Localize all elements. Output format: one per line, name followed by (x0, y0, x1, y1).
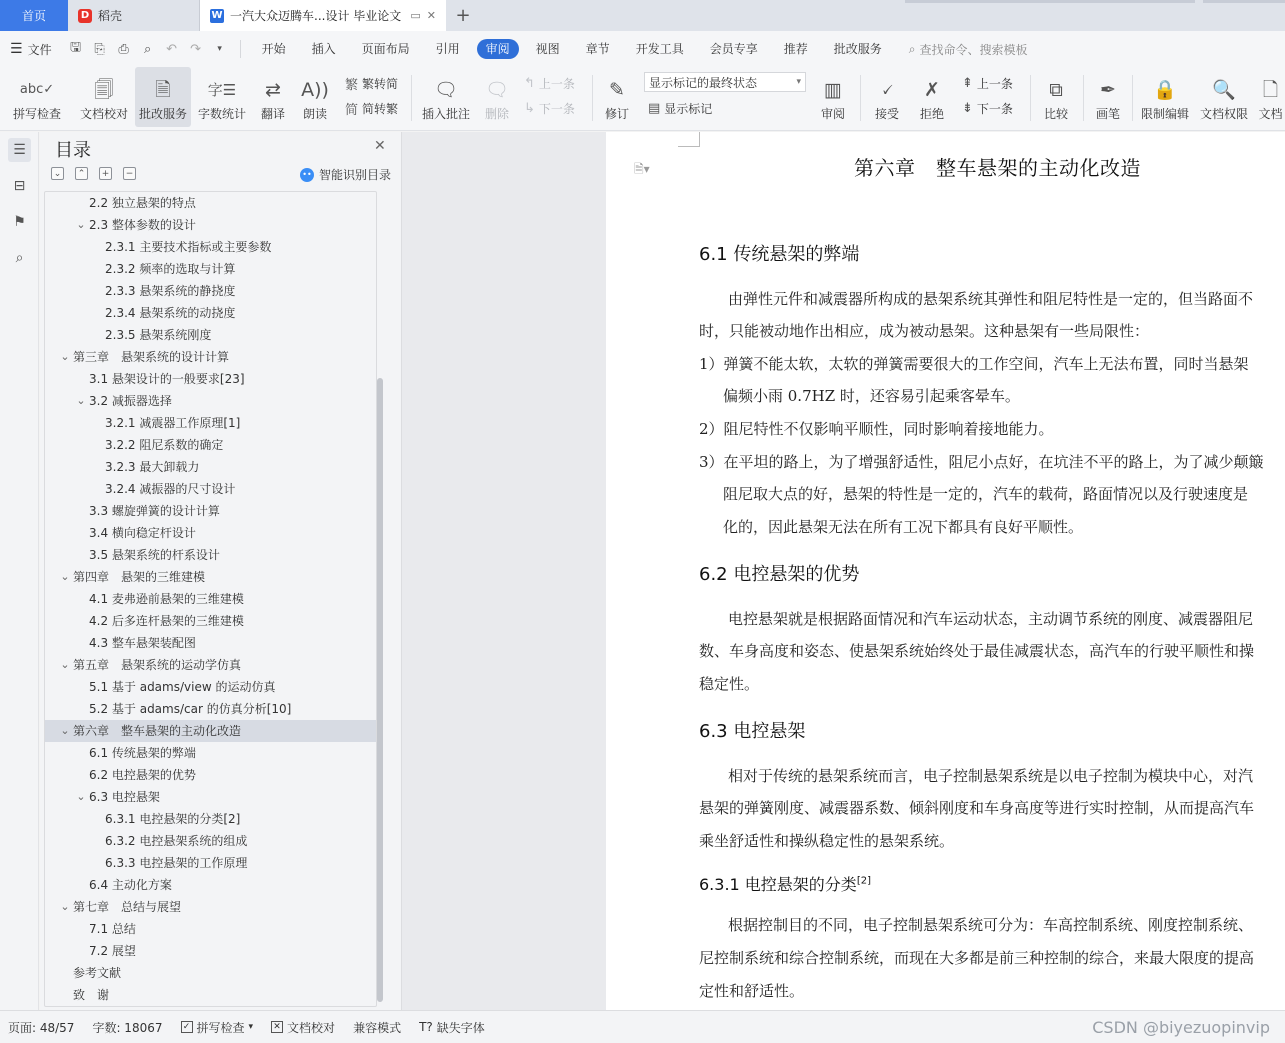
toc-item[interactable] (45, 258, 376, 280)
accept-label: 接受 (874, 107, 899, 121)
toc-item-label: 3.2.2 阻尼系数的确定 (105, 438, 224, 452)
word-count-label: 字数统计 (197, 107, 246, 121)
pen-icon: ✒ (1100, 79, 1116, 101)
undo-icon[interactable]: ↶ (166, 41, 178, 57)
doc-more-label: 文档 (1258, 107, 1283, 121)
compat-mode-status[interactable]: 兼容模式 (353, 1020, 402, 1035)
smart-toc-button[interactable] (300, 166, 391, 183)
toc-item-label: 4.3 整车悬架装配图 (89, 636, 196, 650)
insert-comment-icon: 🗨 (433, 79, 459, 101)
file-menu-label: 文件 (27, 42, 52, 57)
paragraph-options-icon[interactable]: 🗎▾ (634, 162, 650, 176)
toc-item[interactable] (45, 984, 376, 1006)
toc-item-label: 6.1 传统悬架的弊端 (89, 746, 196, 760)
word-count-icon: 字☰ (207, 81, 237, 99)
toc-item[interactable] (45, 896, 376, 918)
track-changes-icon: ✎ (609, 79, 625, 101)
toc-item-label: 7.1 总结 (89, 922, 136, 936)
command-search[interactable] (909, 41, 1028, 58)
next-change-label: 下一条 (976, 101, 1013, 116)
next-comment-icon: ↳ (524, 100, 535, 116)
body-line: 电控悬架就是根据路面情况和汽车运动状态，主动调节系统的刚度、减震器阻尼 (728, 610, 1254, 628)
menu-member[interactable]: 会员专享 (709, 42, 758, 56)
chapter-heading: 第六章 整车悬架的主动化改造 (854, 156, 1141, 180)
toc-item[interactable] (45, 654, 376, 676)
simp-to-trad-button[interactable] (345, 98, 398, 118)
toc-item[interactable] (45, 918, 376, 940)
missing-font-label: 缺失字体 (436, 1020, 485, 1035)
lock-doc-icon: 🔒 (1153, 79, 1177, 101)
toc-item-label: 4.2 后多连杆悬架的三维建模 (89, 614, 244, 628)
page-indicator[interactable]: 页面: 48/57 (8, 1020, 75, 1035)
toc-item-label: 6.3 电控悬架 (89, 790, 160, 804)
chevron-down-icon[interactable]: ⌄ (76, 790, 86, 803)
toc-item-label: 第六章 整车悬架的主动化改造 (73, 724, 242, 738)
reject-icon: ✗ (924, 79, 940, 101)
translate-button[interactable] (253, 67, 293, 127)
accept-button[interactable] (867, 67, 907, 127)
menu-bar (0, 31, 1285, 67)
ribbon-separator (860, 75, 861, 121)
translate-label: 翻译 (260, 107, 285, 121)
toc-item[interactable] (45, 830, 376, 852)
accept-icon: 🗸 (880, 79, 894, 101)
menu-recommend[interactable]: 推荐 (783, 42, 808, 56)
bookmark-icon[interactable]: ⚑ (13, 214, 26, 230)
toc-item-label: 4.1 麦弗逊前悬架的三维建模 (89, 592, 244, 606)
chevron-down-icon[interactable]: ⌄ (60, 900, 70, 913)
toc-item[interactable] (45, 610, 376, 632)
doc-proof-label: 文档校对 (79, 107, 128, 121)
toc-item[interactable] (45, 434, 376, 456)
chevron-down-icon[interactable]: ⌄ (76, 218, 86, 231)
toc-item[interactable] (45, 764, 376, 786)
toc-item-label: 6.2 电控悬架的优势 (89, 768, 196, 782)
restrict-edit-label: 限制编辑 (1140, 107, 1189, 121)
doc-permission-button[interactable] (1198, 67, 1250, 127)
missing-font-icon: T? (419, 1020, 433, 1034)
menu-insert[interactable]: 插入 (311, 42, 336, 56)
pen-label: 画笔 (1095, 107, 1120, 121)
file-menu[interactable] (10, 41, 52, 58)
toc-scrollbar[interactable] (377, 378, 383, 1002)
print-preview-icon[interactable]: ⌕ (143, 41, 152, 57)
toc-item[interactable] (45, 742, 376, 764)
review-pane-button[interactable] (813, 67, 853, 127)
toc-title: 目录 (55, 140, 91, 161)
tab-bar (0, 0, 1285, 31)
toc-item-label: 3.2 减振器选择 (89, 394, 172, 408)
toc-item[interactable] (45, 236, 376, 258)
toc-item[interactable] (45, 324, 376, 346)
wps-writer-icon: W (211, 10, 223, 21)
ribbon-separator (1132, 75, 1133, 121)
toc-item-label: 3.2.1 减震器工作原理[1] (105, 416, 241, 430)
toc-item[interactable] (45, 588, 376, 610)
toc-item-label: 3.1 悬架设计的一般要求[23] (89, 372, 245, 386)
doc-permission-label: 文档权限 (1199, 107, 1248, 121)
menu-review[interactable]: 审阅 (477, 39, 519, 59)
docer-logo-icon: D (78, 9, 92, 23)
document-area (407, 132, 1285, 1010)
toc-item-label: 2.3.4 悬架系统的动挠度 (105, 306, 236, 320)
tab-document[interactable] (200, 0, 446, 31)
trad-to-simp-label: 繁转简 (362, 76, 399, 91)
chevron-down-icon[interactable]: ⌄ (76, 394, 86, 407)
tab-document-title: 一汽大众迈腾车...设计 毕业论文 (230, 9, 402, 23)
toc-item-label: 第三章 悬架系统的设计计算 (73, 350, 230, 364)
watermark: CSDN @biyezuopinvip (1092, 1018, 1270, 1037)
plus-icon: + (455, 5, 471, 26)
ribbon-separator (592, 75, 593, 121)
toc-toolbar (51, 167, 136, 180)
doc-proof-status[interactable] (271, 1019, 335, 1036)
prev-change-label: 上一条 (976, 76, 1013, 91)
pen-button[interactable] (1090, 67, 1126, 127)
section-heading-6-2: 6.2 电控悬架的优势 (699, 564, 860, 585)
toc-item-label: 2.2 独立悬架的特点 (89, 196, 196, 210)
tab-home[interactable] (0, 0, 68, 31)
body-line: 稳定性。 (699, 675, 760, 693)
close-icon[interactable]: ✕ (374, 138, 386, 154)
toc-item-label: 第七章 总结与展望 (73, 900, 182, 914)
translate-icon: ⇄ (265, 79, 281, 101)
toc-item[interactable] (45, 500, 376, 522)
margin-mark (699, 132, 700, 147)
chevron-down-icon[interactable]: ⌄ (60, 658, 70, 671)
chapter-panel-icon[interactable]: ⊟ (13, 178, 26, 194)
spellcheck-status[interactable] (181, 1019, 254, 1036)
tab-bar-empty (480, 0, 1285, 31)
toc-item[interactable] (45, 676, 376, 698)
spellcheck-icon: abc✓ (19, 82, 55, 97)
toc-item[interactable] (45, 962, 376, 984)
toc-item-label: 3.2.3 最大卸载力 (105, 460, 200, 474)
chevron-down-icon[interactable]: ⌄ (60, 570, 70, 583)
reject-label: 拒绝 (919, 107, 944, 121)
ribbon-separator (1083, 75, 1084, 121)
missing-font-status[interactable] (419, 1019, 485, 1036)
section-heading-6-3-1-text: 6.3.1 电控悬架的分类 (699, 875, 857, 894)
toc-item-label: 5.1 基于 adams/view 的运动仿真 (89, 680, 276, 694)
toc-item[interactable] (45, 302, 376, 324)
list-item: 2）阻尼特性不仅影响平顺性，同时影响着接地能力。 (699, 420, 1054, 438)
save-icon[interactable]: 🖫 (70, 40, 82, 55)
ribbon-separator (411, 75, 412, 121)
body-line: 阻尼取大点的好，悬架的特性是一定的，汽车的载荷，路面情况以及行驶速度是 (723, 485, 1249, 503)
body-line: 数、车身高度和姿态、使悬架系统始终处于最佳减震状态，高汽车的行驶平顺性和操 (699, 642, 1255, 660)
body-line: 相对于传统的悬架系统而言，电子控制悬架系统是以电子控制为模块中心，对汽 (728, 767, 1254, 785)
menu-section[interactable]: 章节 (585, 42, 610, 56)
chevron-down-icon: ▾ (248, 1022, 254, 1032)
toc-item[interactable] (45, 368, 376, 390)
toc-item-label: 第五章 悬架系统的运动学仿真 (73, 658, 242, 672)
toc-item[interactable] (45, 412, 376, 434)
ribbon-separator (1030, 75, 1031, 121)
toc-item[interactable] (45, 346, 376, 368)
show-markup-button[interactable] (648, 98, 712, 118)
word-count-button[interactable] (195, 67, 249, 127)
trad-to-simp-button[interactable] (345, 73, 398, 93)
tab-docer-label: 稻壳 (98, 9, 123, 23)
body-line: 化的，因此悬架无法在所有工况下都具有良好平顺性。 (723, 518, 1084, 536)
toc-item[interactable] (45, 280, 376, 302)
body-line: 偏频小雨 0.7HZ 时，还容易引起乘客晕车。 (723, 387, 1020, 405)
section-heading-6-3: 6.3 电控悬架 (699, 721, 806, 742)
toc-item[interactable] (45, 874, 376, 896)
body-line: 根据控制目的不同，电子控制悬架系统可分为：车高控制系统、刚度控制系统、 (728, 916, 1254, 934)
toc-item-label: 7.2 展望 (89, 944, 136, 958)
toc-item[interactable] (45, 852, 376, 874)
prev-change-button[interactable] (962, 73, 1013, 93)
body-line: 由弹性元件和减震器所构成的悬架系统其弹性和阻尼特性是一定的，但当路面不 (728, 290, 1254, 308)
toc-item-label: 2.3.3 悬架系统的静挠度 (105, 284, 236, 298)
print-icon[interactable]: ⎙ (118, 41, 129, 57)
hamburger-icon: ☰ (10, 41, 23, 57)
doc-proof-status-label: 文档校对 (287, 1020, 336, 1035)
toc-item[interactable] (45, 390, 376, 412)
toc-item-label: 致 谢 (73, 988, 110, 1002)
compare-button[interactable] (1036, 67, 1076, 127)
checkbox-icon: ✓ (181, 1021, 193, 1033)
track-changes-label: 修订 (604, 107, 629, 121)
toc-item[interactable] (45, 522, 376, 544)
delete-comment-button[interactable] (477, 67, 517, 127)
toc-item-label: 6.3.3 电控悬架的工作原理 (105, 856, 248, 870)
section-heading-6-1: 6.1 传统悬架的弊端 (699, 244, 860, 265)
compare-label: 比较 (1043, 107, 1068, 121)
read-aloud-button[interactable] (296, 67, 334, 127)
delete-comment-label: 删除 (484, 107, 509, 121)
toc-item-label: 2.3 整体参数的设计 (89, 218, 196, 232)
toc-item-label: 6.4 主动化方案 (89, 878, 172, 892)
menu-references[interactable]: 引用 (435, 42, 460, 56)
proof-icon: ✕ (271, 1021, 283, 1033)
reject-button[interactable] (912, 67, 952, 127)
toc-item-label: 2.3.5 悬架系统刚度 (105, 328, 212, 342)
menu-correction[interactable]: 批改服务 (833, 42, 882, 56)
collapse-all-icon[interactable]: ⌃ (75, 167, 88, 180)
toc-item-label: 3.2.4 减振器的尺寸设计 (105, 482, 236, 496)
toc-pane (40, 132, 401, 1010)
doc-proof-icon: 🗐 (94, 79, 114, 101)
trad-to-simp-icon: 繁 (345, 77, 359, 93)
toc-item[interactable] (45, 808, 376, 830)
simp-to-trad-icon: 简 (345, 102, 359, 118)
tab-home-label: 首页 (21, 9, 46, 23)
next-change-icon: ⇟ (962, 100, 973, 116)
command-search-placeholder: 查找命令、搜索模板 (919, 42, 1028, 57)
delete-comment-icon: 🗨 (484, 79, 510, 101)
prev-comment-button[interactable] (524, 73, 575, 93)
window-edge-strip-2 (1203, 0, 1285, 3)
doc-permission-icon: 🔍 (1212, 79, 1236, 101)
toc-item[interactable] (45, 632, 376, 654)
display-state-select[interactable] (644, 72, 806, 92)
list-item: 1）弹簧不能太软，太软的弹簧需要很大的工作空间，汽车上无法布置，同时当悬架 (699, 355, 1249, 373)
remove-heading-icon[interactable]: − (123, 167, 136, 180)
next-comment-button[interactable] (524, 98, 575, 118)
prev-comment-label: 上一条 (538, 76, 575, 91)
document-page[interactable] (606, 132, 1285, 1010)
smart-toc-icon: •• (300, 168, 314, 182)
toc-list (44, 191, 377, 1007)
margin-mark (678, 146, 700, 147)
word-count-indicator[interactable]: 字数: 18067 (92, 1020, 163, 1035)
review-ribbon (0, 67, 1285, 131)
window-edge-strip (905, 0, 1195, 3)
doc-more-icon: 🗋 (1262, 79, 1279, 101)
prev-comment-icon: ↰ (524, 75, 535, 91)
screen-icon[interactable]: ▭ (410, 9, 421, 22)
menu-view[interactable]: 视图 (535, 42, 560, 56)
toc-panel-icon[interactable]: ☰ (8, 138, 31, 162)
spellcheck-label: 拼写检查 (12, 107, 61, 121)
next-comment-label: 下一条 (538, 101, 575, 116)
body-line: 悬架的弹簧刚度、减震器系数、倾斜刚度和车身高度等进行实时控制，从而提高汽车 (699, 799, 1255, 817)
next-change-button[interactable] (962, 98, 1013, 118)
export-pdf-icon[interactable]: ⎘ (94, 41, 105, 57)
spellcheck-button[interactable] (6, 67, 68, 127)
search-icon: ⌕ (908, 41, 916, 56)
toc-item[interactable] (45, 720, 376, 742)
show-markup-label: 显示标记 (664, 101, 713, 116)
review-pane-icon: ▥ (824, 79, 842, 101)
status-bar (0, 1010, 1285, 1043)
toc-item[interactable] (45, 940, 376, 962)
track-changes-button[interactable] (597, 67, 637, 127)
doc-proof-button[interactable] (76, 67, 132, 127)
quick-access-dropdown-icon[interactable]: ▾ (217, 44, 222, 54)
toc-item-label: 3.5 悬架系统的杆系设计 (89, 548, 220, 562)
toc-item-label: 6.3.2 电控悬架系统的组成 (105, 834, 248, 848)
search-icon[interactable]: ⌕ (15, 250, 24, 266)
menu-start[interactable]: 开始 (261, 42, 286, 56)
toc-item[interactable] (45, 786, 376, 808)
toc-item-label: 6.3.1 电控悬架的分类[2] (105, 812, 241, 826)
menu-separator (240, 40, 241, 58)
correction-service-button[interactable] (135, 67, 191, 127)
restrict-edit-button[interactable] (1139, 67, 1191, 127)
toc-item[interactable] (45, 192, 376, 214)
section-heading-6-3-1 (699, 872, 871, 895)
navigation-rail (0, 132, 39, 1010)
insert-comment-button[interactable] (418, 67, 474, 127)
list-item: 3）在平坦的路上，为了增强舒适性，阻尼小点好，在坑洼不平的路上，为了减少颠簸 (699, 453, 1264, 471)
correction-service-label: 批改服务 (138, 107, 187, 121)
toc-item[interactable] (45, 566, 376, 588)
expand-all-icon[interactable]: ⌄ (51, 167, 64, 180)
close-tab-icon[interactable]: ✕ (426, 9, 436, 22)
toc-item[interactable] (45, 544, 376, 566)
chevron-down-icon[interactable]: ⌄ (60, 724, 70, 737)
menu-developer[interactable]: 开发工具 (635, 42, 684, 56)
insert-comment-label: 插入批注 (421, 107, 470, 121)
show-markup-icon: ▤ (648, 100, 661, 116)
spellcheck-status-label: 拼写检查 (196, 1020, 245, 1035)
toc-item-label: 2.3.2 频率的选取与计算 (105, 262, 236, 276)
tab-docer[interactable] (68, 0, 200, 31)
chevron-down-icon: ▾ (796, 77, 801, 87)
body-line: 定性和舒适性。 (699, 982, 805, 1000)
body-line: 尼控制系统和综合控制系统，而现在大多都是前三种控制的综合，来最大限度的提高 (699, 949, 1255, 967)
citation-mark[interactable]: [2] (856, 875, 871, 887)
chevron-down-icon[interactable]: ⌄ (60, 350, 70, 363)
toc-item-label: 3.3 螺旋弹簧的设计计算 (89, 504, 220, 518)
read-aloud-icon: A)) (301, 79, 329, 101)
correction-service-icon: 🗎 (155, 79, 171, 101)
toc-item-label: 参考文献 (73, 966, 122, 980)
toc-item[interactable] (45, 478, 376, 500)
body-line: 时，只能被动地作出相应，成为被动悬架。这种悬架有一些局限性： (699, 322, 1150, 340)
toc-item-label: 2.3.1 主要技术指标或主要参数 (105, 240, 272, 254)
doc-more-button[interactable] (1256, 67, 1285, 127)
smart-toc-label: 智能识别目录 (319, 168, 392, 182)
menu-page-layout[interactable]: 页面布局 (361, 42, 410, 56)
simp-to-trad-label: 简转繁 (362, 101, 399, 116)
add-heading-icon[interactable]: + (99, 167, 112, 180)
read-aloud-label: 朗读 (302, 107, 327, 121)
prev-change-icon: ⇞ (962, 75, 973, 91)
toc-item[interactable] (45, 456, 376, 478)
compare-icon: ⧉ (1049, 79, 1063, 101)
display-state-value: 显示标记的最终状态 (649, 75, 758, 90)
redo-icon[interactable]: ↷ (190, 41, 202, 57)
toc-item[interactable] (45, 214, 376, 236)
toc-item-label: 5.2 基于 adams/car 的仿真分析[10] (89, 702, 292, 716)
toc-item-label: 第四章 悬架的三维建模 (73, 570, 206, 584)
new-tab-button[interactable] (446, 0, 480, 31)
toc-item-label: 3.4 横向稳定杆设计 (89, 526, 196, 540)
toc-item[interactable] (45, 698, 376, 720)
review-pane-label: 审阅 (820, 107, 845, 121)
body-line: 乘坐舒适性和操纵稳定性的悬架系统。 (699, 832, 955, 850)
